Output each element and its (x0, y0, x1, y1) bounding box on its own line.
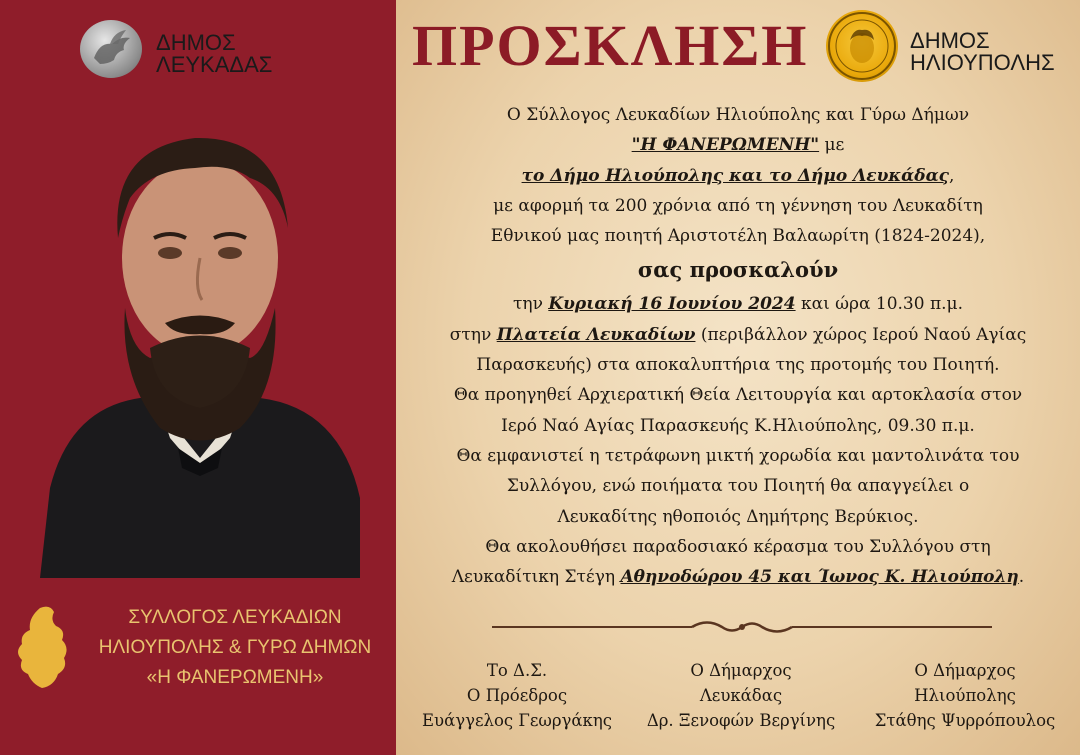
text-fragment: , (949, 165, 955, 186)
portrait-illustration (30, 108, 370, 578)
signature-name: Ευάγγελος Γεωργάκης (422, 711, 612, 730)
signature-board (412, 658, 622, 733)
municipalities: το Δήμο Ηλιούπολης και το Δήμο Λευκάδας (521, 165, 950, 186)
signature-name: Στάθης Ψυρρόπουλος (874, 711, 1056, 730)
text-fragment: με (819, 135, 845, 156)
association-name (70, 603, 400, 693)
text-fragment: (περιβάλλον χώρος Ιερού Ναού Αγίας (695, 324, 1027, 345)
ornamental-divider (492, 616, 992, 638)
pegasus-coin-icon (80, 20, 142, 78)
invitation-line (400, 161, 1076, 191)
invitation-line (400, 320, 1076, 350)
invitation-line: Ο Σύλλογος Λευκαδίων Ηλιούπολης και Γύρω Δήμων (506, 105, 970, 125)
invitation-line: Εθνικού μας ποιητή Αριστοτέλη Βαλαωρίτη (1824-2024), (490, 226, 986, 247)
text-fragment: στην (449, 324, 497, 345)
signature-name: Δρ. Ξενοφών Βεργίνης (646, 711, 836, 730)
invitation-headline: σας προσκαλούν (637, 257, 839, 283)
association-line1: ΣΥΛΛΟΓΟΣ ΛΕΥΚΑΔΙΩΝ (128, 607, 342, 628)
invitation-line (400, 562, 1076, 592)
signature-line: Το Δ.Σ. (486, 661, 548, 680)
invitation-line: Λευκαδίτης ηθοποιός Δημήτρης Βερύκιος. (557, 506, 919, 527)
invitation-line: Θα προηγηθεί Αρχιερατική Θεία Λειτουργία και αρτοκλασία στον (453, 385, 1023, 406)
invitation-line: Θα ακολουθήσει παραδοσιακό κέρασμα του Συλλόγου στη (485, 536, 991, 557)
lefkada-map-icon (10, 604, 78, 692)
lefkada-logo-text (156, 32, 272, 76)
text-fragment: Λευκαδίτικη Στέγη (451, 567, 621, 588)
signature-line: Ο Πρόεδρος (466, 686, 568, 705)
text-fragment: την (512, 294, 549, 315)
ilioupoli-logo-line1: ΔΗΜΟΣ (910, 28, 990, 53)
signature-line: Ο Δήμαρχος (914, 661, 1016, 680)
event-location: Πλατεία Λευκαδίων (496, 324, 696, 345)
page-title: ΠΡΟΣΚΛΗΣΗ (412, 13, 809, 78)
association-line3: «Η ΦΑΝΕΡΩΜΕΝΗ» (146, 667, 324, 688)
signature-line: Ο Δήμαρχος (690, 661, 792, 680)
signature-line: Ηλιούπολης (914, 686, 1016, 705)
invitation-line (400, 289, 1076, 319)
invitation-line: με αφορμή τα 200 χρόνια από τη γέννηση του Λευκαδίτη (493, 195, 983, 216)
invitation-line: Παρασκευής) στα αποκαλυπτήρια της προτομής του Ποιητή. (476, 355, 1000, 376)
invitation-line: Θα εμφανιστεί η τετράφωνη μικτή χορωδία και μαντολινάτα του (456, 445, 1020, 466)
invitation-line: Συλλόγου, ενώ ποιήματα του Ποιητή θα απαγγείλει ο (506, 476, 970, 497)
text-fragment: . (1018, 567, 1025, 588)
ilioupoli-logo-line2: ΗΛΙΟΥΠΟΛΗΣ (910, 50, 1055, 75)
ilioupoli-logo-text (910, 30, 1055, 74)
association-line2: ΗΛΙΟΥΠΟΛΗΣ & ΓΥΡΩ ΔΗΜΩΝ (98, 637, 372, 658)
lefkada-logo-line2: ΛΕΥΚΑΔΑΣ (156, 52, 273, 77)
invitation-line: Ιερό Ναό Αγίας Παρασκευής Κ.Ηλιούπολης, 09.30 π.μ. (501, 415, 975, 436)
lefkada-logo-line1: ΔΗΜΟΣ (156, 30, 236, 55)
text-fragment: και ώρα 10.30 π.μ. (795, 294, 963, 315)
reception-address: Αθηνοδώρου 45 και Ίωνος Κ. Ηλιούπολη (620, 567, 1019, 588)
association-nickname: "Η ΦΑΝΕΡΩΜΕΝΗ" (631, 135, 820, 156)
municipal-seal-icon (826, 10, 898, 82)
signature-mayor-ilioupoli (854, 658, 1076, 733)
invitation-line (400, 130, 1076, 160)
invitation-body (400, 100, 1076, 592)
event-date: Κυριακή 16 Ιουνίου 2024 (548, 294, 796, 315)
signature-line: Λευκάδας (699, 686, 783, 705)
signature-mayor-lefkada (628, 658, 854, 733)
